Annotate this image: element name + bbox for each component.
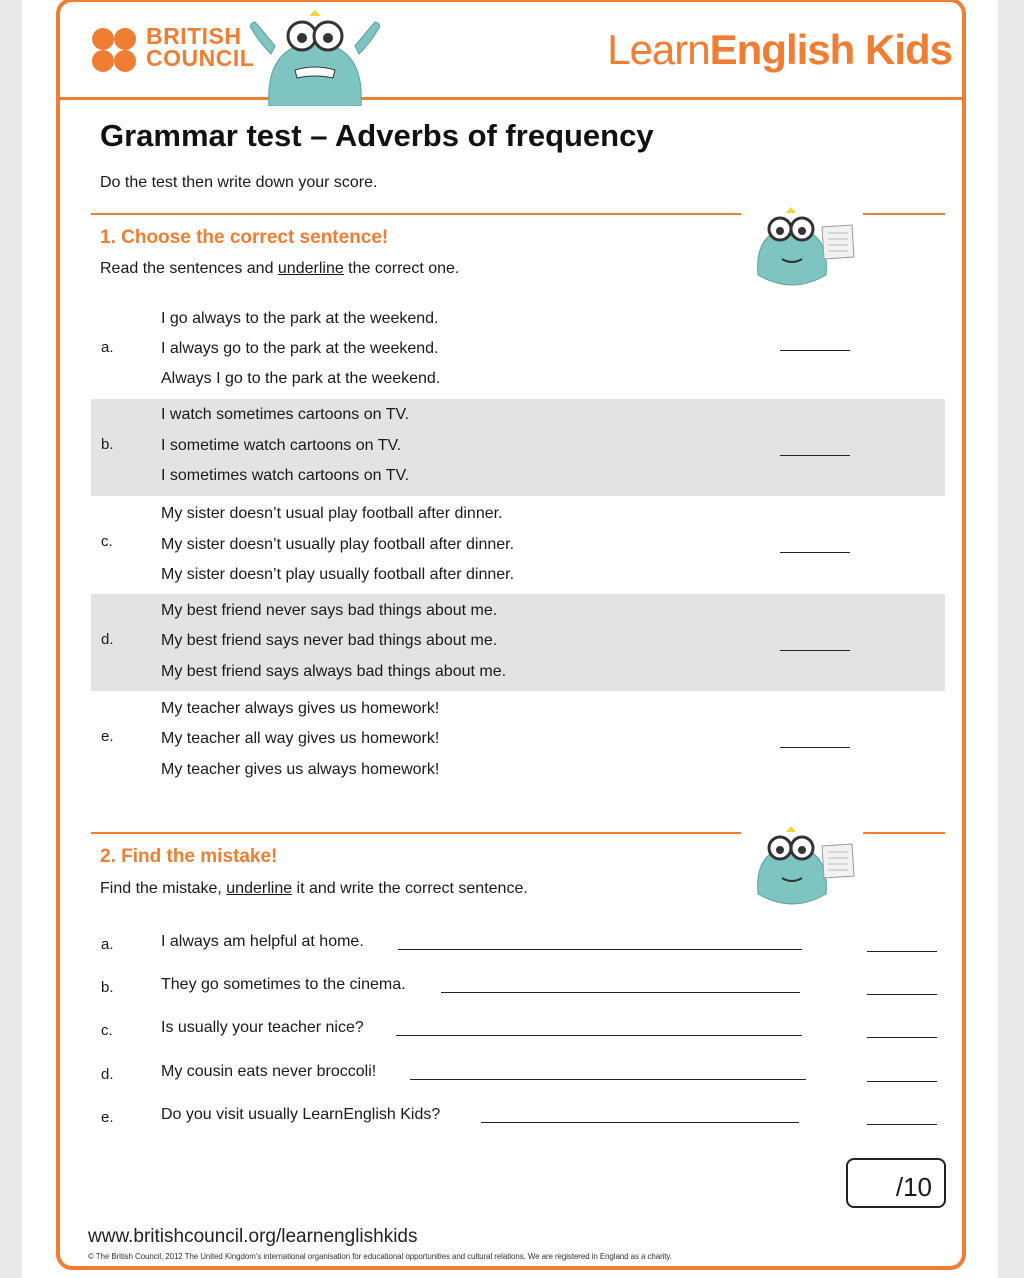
- score-blank[interactable]: [780, 552, 850, 553]
- option-sentence[interactable]: My best friend says never bad things about me.: [161, 632, 498, 649]
- option-sentence[interactable]: My sister doesn’t play usually football after dinner.: [161, 566, 515, 583]
- option-sentence[interactable]: I go always to the park at the weekend.: [161, 310, 439, 327]
- monster-mascot-icon: [245, 6, 385, 106]
- score-blank[interactable]: [867, 1124, 937, 1125]
- monster-reading-icon: [752, 205, 862, 291]
- logo-dot-icon: [92, 28, 114, 50]
- mistake-item-b: b. They go sometimes to the cinema.: [91, 976, 945, 1000]
- answer-line[interactable]: [410, 1079, 806, 1080]
- intro-text: Do the test then write down your score.: [100, 174, 378, 191]
- answer-line[interactable]: [396, 1035, 802, 1036]
- logo-dot-icon: [92, 50, 114, 72]
- question-block-e: e. My teacher always gives us homework! My teacher all way gives us homework! My teacher gives us always homework!: [91, 691, 945, 788]
- british-council-wordmark: BRITISH COUNCIL: [146, 23, 255, 71]
- option-sentence[interactable]: I always go to the park at the weekend.: [161, 340, 439, 357]
- option-sentence[interactable]: I sometime watch cartoons on TV.: [161, 437, 402, 454]
- option-sentence[interactable]: My best friend says always bad things about me.: [161, 663, 507, 680]
- question-block-c: c. My sister doesn’t usual play football after dinner. My sister doesn’t usually play football after dinner. My sister doesn’t play usually football after dinner.: [91, 496, 945, 593]
- score-blank[interactable]: [780, 350, 850, 351]
- mistake-item-c: c. Is usually your teacher nice?: [91, 1019, 945, 1043]
- option-sentence[interactable]: My best friend never says bad things about me.: [161, 602, 498, 619]
- total-score-box[interactable]: /10: [846, 1158, 946, 1208]
- section2-title: 2. Find the mistake!: [100, 846, 278, 867]
- mistake-item-a: a. I always am helpful at home.: [91, 933, 945, 957]
- question-block-d: d. My best friend never says bad things about me. My best friend says never bad things about me. My best friend says always bad things about me.: [91, 594, 945, 691]
- header-divider: [60, 97, 966, 100]
- mistake-item-e: e. Do you visit usually LearnEnglish Kids?: [91, 1106, 945, 1130]
- section2-rule-right: [863, 832, 945, 834]
- option-sentence[interactable]: My teacher all way gives us homework!: [161, 730, 440, 747]
- answer-line[interactable]: [441, 992, 800, 993]
- score-blank[interactable]: [867, 994, 937, 995]
- monster-reading-icon: [752, 824, 862, 910]
- option-sentence[interactable]: Always I go to the park at the weekend.: [161, 370, 441, 387]
- logo-dot-icon: [114, 50, 136, 72]
- option-sentence[interactable]: My teacher gives us always homework!: [161, 761, 440, 778]
- answer-line[interactable]: [481, 1122, 799, 1123]
- section2-rule: [91, 832, 741, 834]
- option-sentence[interactable]: I sometimes watch cartoons on TV.: [161, 467, 410, 484]
- score-blank[interactable]: [780, 455, 850, 456]
- option-sentence[interactable]: My sister doesn’t usually play football after dinner.: [161, 536, 515, 553]
- answer-line[interactable]: [398, 949, 802, 950]
- option-sentence[interactable]: My sister doesn’t usual play football after dinner.: [161, 505, 503, 522]
- score-blank[interactable]: [867, 1081, 937, 1082]
- score-blank[interactable]: [867, 1037, 937, 1038]
- question-block-a: a. I go always to the park at the weekend. I always go to the park at the weekend. Always I go to the park at the weekend.: [91, 302, 945, 399]
- footer-url[interactable]: www.britishcouncil.org/learnenglishkids: [88, 1226, 418, 1247]
- option-sentence[interactable]: I watch sometimes cartoons on TV.: [161, 406, 410, 423]
- score-blank[interactable]: [780, 747, 850, 748]
- footer-copyright: © The British Council, 2012 The United Kingdom’s international organisation for educational opportunities and cultural relations. We are registered in England as a charity.: [88, 1252, 672, 1261]
- section2-instruction: Find the mistake, underline it and write the correct sentence.: [100, 880, 528, 897]
- option-sentence[interactable]: My teacher always gives us homework!: [161, 700, 440, 717]
- mistake-item-d: d. My cousin eats never broccoli!: [91, 1063, 945, 1087]
- section1-instruction: Read the sentences and underline the correct one.: [100, 260, 460, 277]
- logo-dot-icon: [114, 28, 136, 50]
- section1-rule-right: [863, 213, 945, 215]
- question-block-b: b. I watch sometimes cartoons on TV. I sometime watch cartoons on TV. I sometimes watch cartoons on TV.: [91, 399, 945, 496]
- section1-title: 1. Choose the correct sentence!: [100, 227, 389, 248]
- section1-rule: [91, 213, 741, 215]
- page-title: Grammar test – Adverbs of frequency: [100, 118, 654, 153]
- learnenglish-kids-logo: LearnEnglish Kids: [607, 26, 952, 73]
- score-blank[interactable]: [780, 650, 850, 651]
- score-blank[interactable]: [867, 951, 937, 952]
